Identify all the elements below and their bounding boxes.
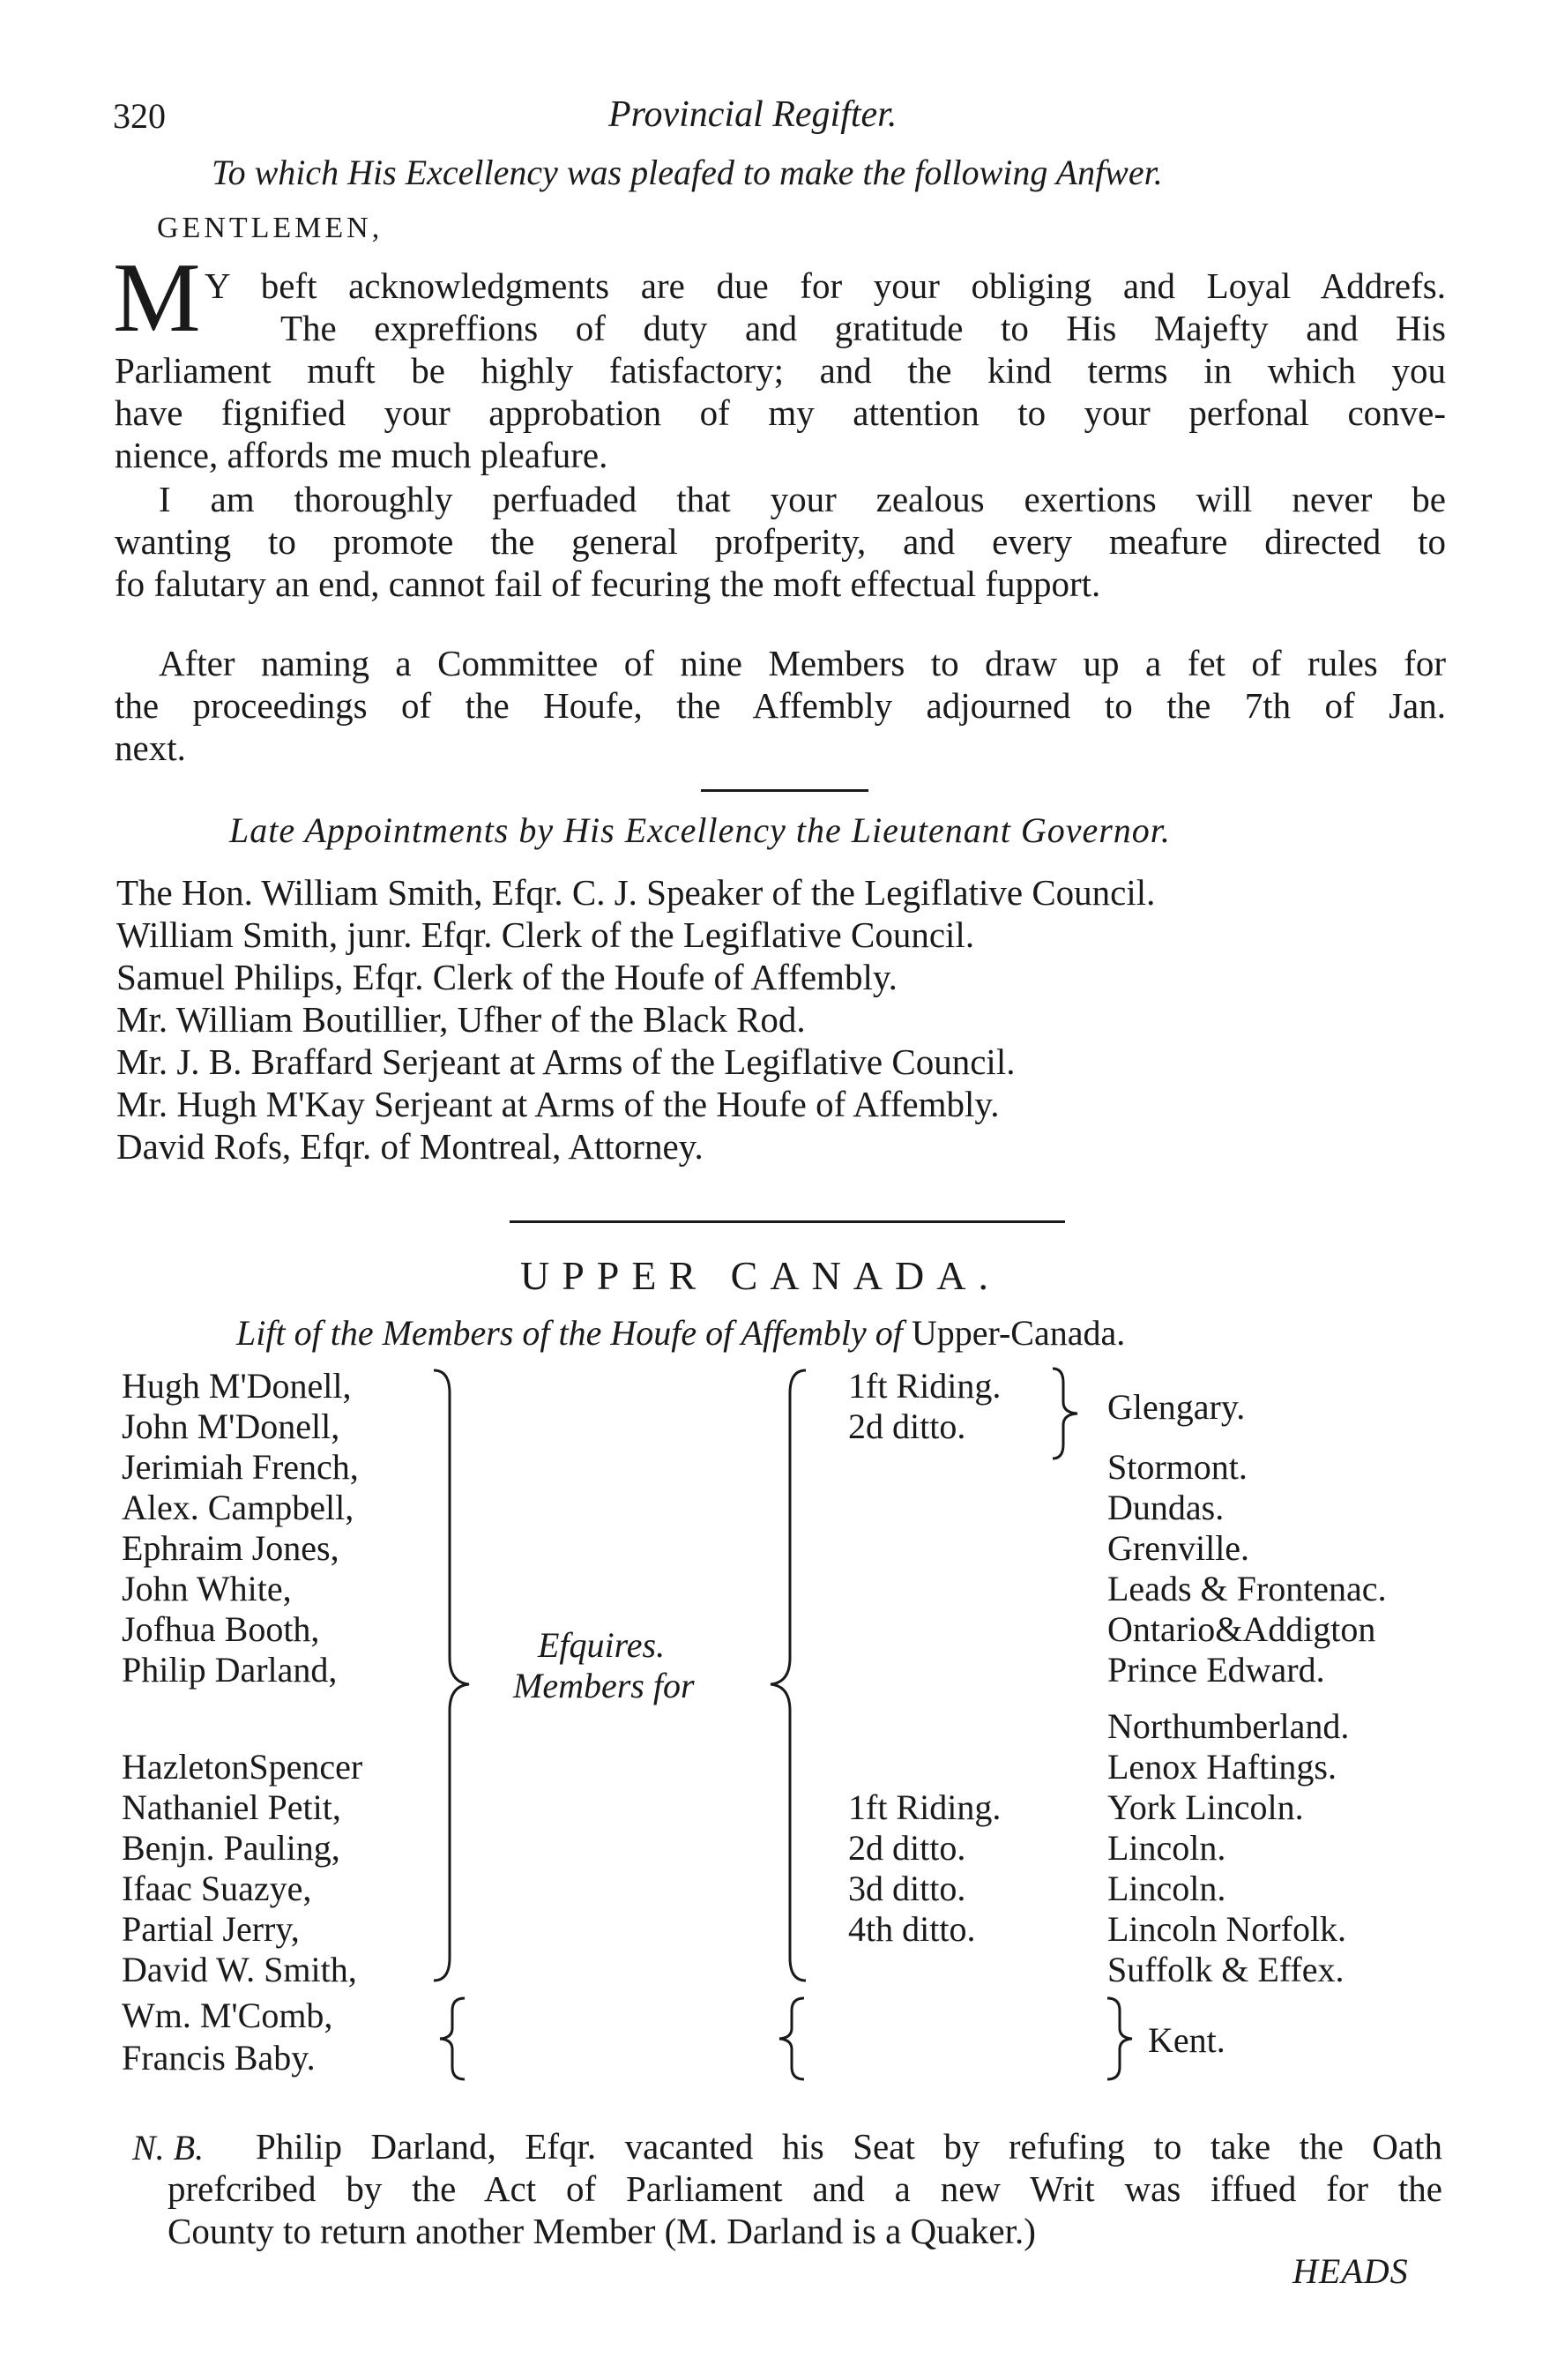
para1-line-3: Parliament muft be highly fatisfactory; and the kind terms in which you [115,350,1446,391]
member-name: Partial Jerry, [122,1909,300,1949]
riding-label: 4th ditto. [848,1909,976,1949]
list-subtitle [236,1312,1125,1354]
para2-line-1: I am thoroughly perfuaded that your zealous exertions will never be [159,479,1446,519]
note-line-2: prefcribed by the Act of Parliament and a new Writ was iffued for the [168,2168,1442,2209]
para1-line-5: nience, affords me much pleafure. [115,435,608,475]
catchword: HEADS [1292,2251,1409,2291]
running-title: Provincial Regifter. [608,94,898,135]
list-subtitle-roman: Upper-Canada. [911,1313,1126,1353]
adjournment-line-1: After naming a Committee of nine Members to draw up a fet of rules for [159,643,1446,683]
member-name: Jerimiah French, [122,1447,359,1487]
appointment-1: The Hon. William Smith, Efqr. C. J. Speaker of the Legiflative Council. [116,872,1156,913]
esquires-label: Efquires. [538,1625,666,1665]
note-line-3: County to return another Member (M. Darland is a Quaker.) [168,2211,1036,2251]
member-name: David W. Smith, [122,1950,357,1989]
county-name: Dundas. [1107,1488,1225,1527]
appointment-2: William Smith, junr. Efqr. Clerk of the Legiflative Council. [116,914,975,955]
county-name: Stormont. [1107,1447,1248,1487]
kent-left-brace [436,1995,468,2083]
note-label: N. B. [132,2128,205,2167]
riding-label: 1ft Riding. [848,1787,1002,1827]
riding-brace-left [765,1367,809,1984]
county-name: Suffolk & Effex. [1107,1950,1345,1989]
member-name: Wm. M'Comb, [122,1996,333,2035]
answer-intro: To which His Excellency was pleafed to make the following Anfwer. [212,153,1163,192]
appointments-heading: Late Appointments by His Excellency the Lieutenant Governor. [229,810,1171,850]
kent-middle-brace [776,1995,808,2083]
county-name: Lenox Haftings. [1107,1747,1337,1787]
section-rule-short [701,789,868,792]
section-rule-long [510,1220,1065,1223]
page-number: 320 [113,96,166,136]
adjournment-line-2: the proceedings of the Houfe, the Affembly adjourned to the 7th of Jan. [115,685,1446,726]
county-name: Lincoln. [1107,1869,1226,1908]
appointment-7: David Rofs, Efqr. of Montreal, Attorney. [116,1126,704,1167]
county-name: Glengary. [1107,1387,1246,1427]
drop-cap: M [113,243,201,353]
member-name: Hugh M'Donell, [122,1366,352,1406]
member-name: Jofhua Booth, [122,1609,320,1649]
member-name: Benjn. Pauling, [122,1828,340,1868]
kent-right-brace [1104,1995,1136,2083]
para1-line-4: have fignified your approbation of my attention to your perfonal conve- [115,392,1446,433]
member-name: Ifaac Suazye, [122,1869,312,1908]
appointment-4: Mr. William Boutillier, Ufher of the Black Rod. [116,999,806,1040]
note-line-1: Philip Darland, Efqr. vacanted his Seat by refufing to take the Oath [256,2126,1442,2167]
list-subtitle-italic: Lift of the Members of the Houfe of Affembly of [236,1313,903,1353]
appointment-3: Samuel Philips, Efqr. Clerk of the Houfe of Affembly. [116,957,898,997]
riding-label: 2d ditto. [848,1406,966,1446]
para1-line-2: The expreffions of duty and gratitude to His Majefty and His [280,308,1446,348]
county-name: Prince Edward. [1107,1650,1325,1690]
para1-line-1: Y beft acknowledgments are due for your obliging and Loyal Addrefs. [205,265,1446,306]
county-name: Ontario&Addigton [1107,1609,1376,1649]
para2-line-2: wanting to promote the general profperity, and every meafure directed to [115,521,1446,562]
appointment-6: Mr. Hugh M'Kay Serjeant at Arms of the Houfe of Affembly. [116,1084,1000,1124]
para2-line-3: fo falutary an end, cannot fail of fecuring the moft effectual fupport. [115,563,1101,604]
riding-label: 2d ditto. [848,1828,966,1868]
member-name: Alex. Campbell, [122,1488,354,1527]
member-name: HazletonSpencer [122,1747,363,1787]
members-for-label: Members for [513,1666,695,1705]
county-name: York Lincoln. [1107,1787,1304,1827]
riding-label: 1ft Riding. [848,1366,1002,1406]
county-name: Leads & Frontenac. [1107,1569,1387,1608]
member-name: Ephraim Jones, [122,1528,339,1568]
member-name: Francis Baby. [122,2038,316,2078]
member-brace-right [430,1367,474,1984]
county-name: Kent. [1148,2020,1225,2060]
member-name: Nathaniel Petit, [122,1787,341,1827]
county-name: Grenville. [1107,1528,1250,1568]
county-name: Lincoln. [1107,1828,1226,1868]
appointment-5: Mr. J. B. Braffard Serjeant at Arms of the Legiflative Council. [116,1041,1016,1082]
county-name: Northumberland. [1107,1706,1350,1746]
member-name: Philip Darland, [122,1650,338,1690]
adjournment-line-3: next. [115,727,186,768]
upper-canada-title: UPPER CANADA. [520,1253,1001,1298]
glengary-brace [1049,1365,1084,1462]
salutation: GENTLEMEN, [157,212,384,244]
riding-label: 3d ditto. [848,1869,966,1908]
member-name: John M'Donell, [122,1406,340,1446]
member-name: John White, [122,1569,292,1608]
county-name: Lincoln Norfolk. [1107,1909,1347,1949]
